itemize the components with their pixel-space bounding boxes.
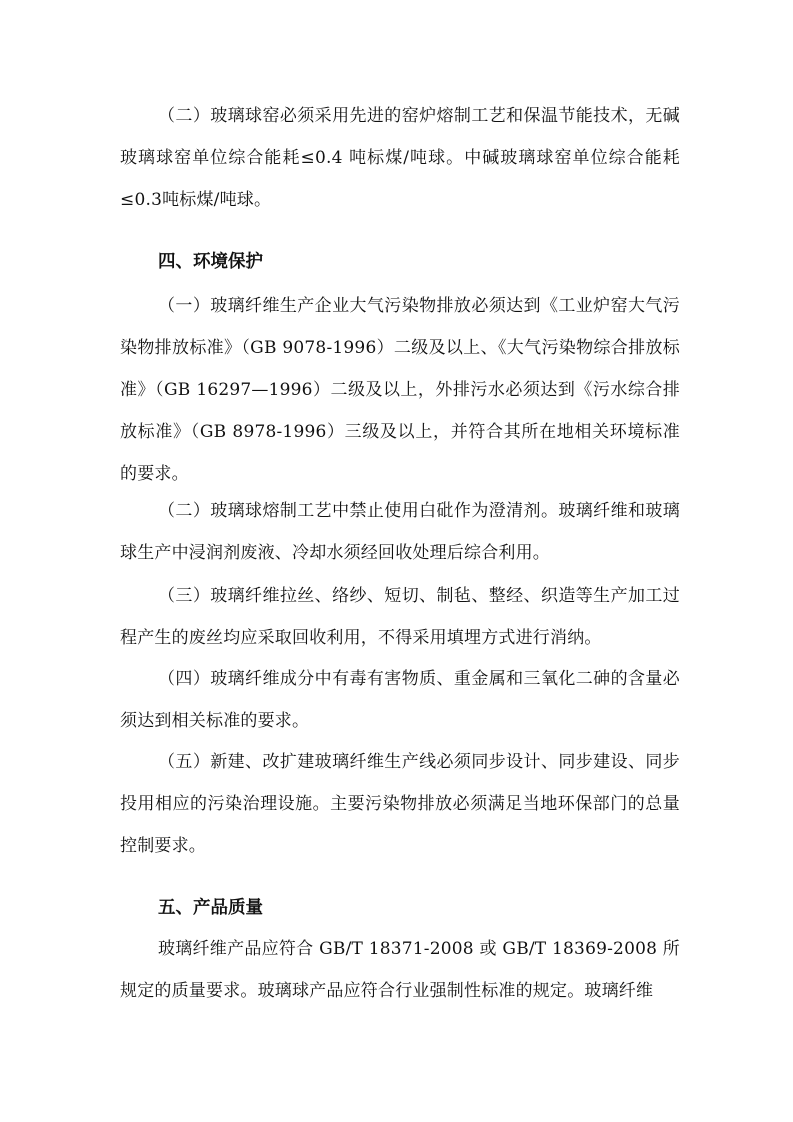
paragraph-pollution-control: （五）新建、改扩建玻璃纤维生产线必须同步设计、同步建设、同步投用相应的污染治理设施。主要污染物排放必须满足当地环保部门的总量控制要求。	[120, 752, 680, 856]
paragraph-product-standards: 玻璃纤维产品应符合 GB/T 18371-2008 或 GB/T 18369-2008 所规定的质量要求。玻璃球产品应符合行业强制性标准的规定。玻璃纤维	[120, 939, 680, 1001]
paragraph-clarifying-agent: （二）玻璃球熔制工艺中禁止使用白砒作为澄清剂。玻璃纤维和玻璃球生产中浸润剂废液、冷却水须经回收处理后综合利用。	[120, 501, 680, 563]
paragraph-air-water-emissions: （一）玻璃纤维生产企业大气污染物排放必须达到《工业炉窑大气污染物排放标准》（GB 9078-1996）二级及以上、《大气污染物综合排放标准》（GB 16297—1996）二级及以上，外排污水必须达到《污水综合排放标准》（GB 8978-1996）三级及以上，并符合其所在地相关环境标准的要求。	[120, 296, 680, 484]
paragraph-hazardous-substances: （四）玻璃纤维成分中有毒有害物质、重金属和三氧化二砷的含量必须达到相关标准的要求。	[120, 669, 680, 731]
paragraph-energy-consumption: （二）玻璃球窑必须采用先进的窑炉熔制工艺和保温节能技术，无碱玻璃球窑单位综合能耗≤0.4 吨标煤/吨球。中碱玻璃球窑单位综合能耗≤0.3吨标煤/吨球。	[120, 106, 680, 210]
section-heading-environmental-protection: 四、环境保护	[158, 252, 263, 272]
paragraph-waste-recycling: （三）玻璃纤维拉丝、络纱、短切、制毡、整经、织造等生产加工过程产生的废丝均应采取回收利用，不得采用填埋方式进行消纳。	[120, 586, 680, 648]
section-heading-product-quality: 五、产品质量	[158, 898, 263, 918]
